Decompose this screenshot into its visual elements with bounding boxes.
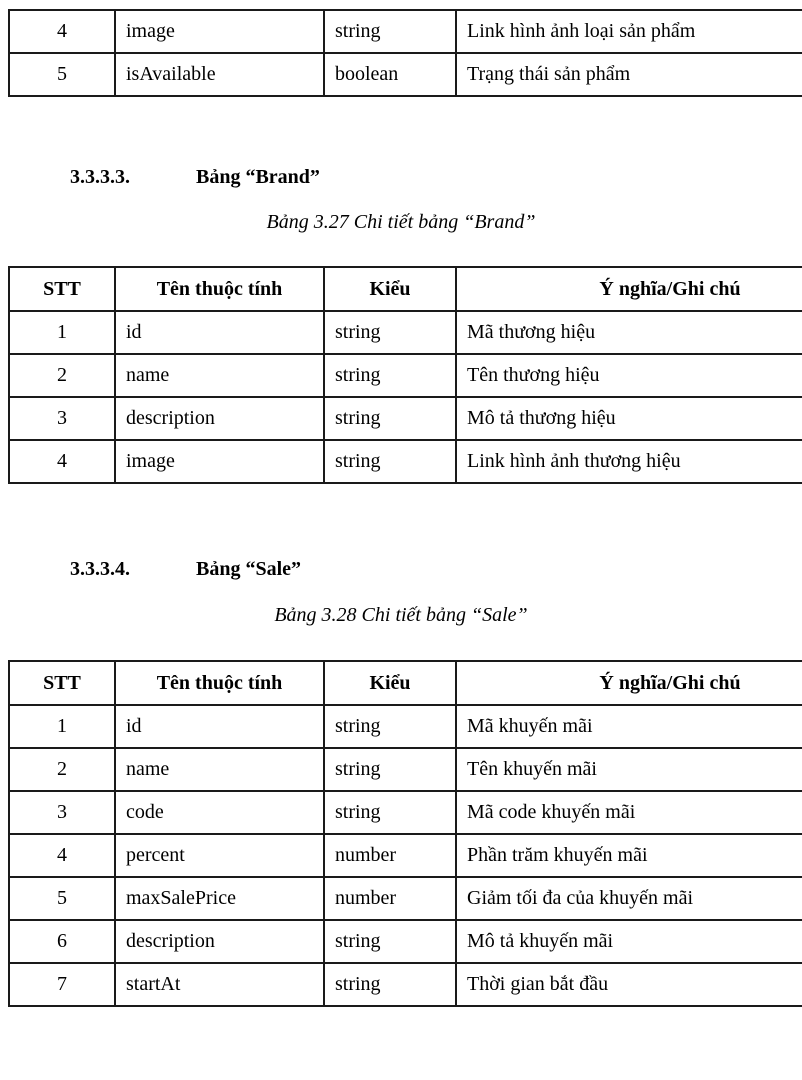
cell-attribute: description [115,920,324,963]
cell-attribute: id [115,311,324,354]
table-row [9,920,802,963]
cell-attribute: code [115,791,324,834]
cell-type: string [324,311,456,354]
column-header-type: Kiểu [324,267,456,311]
table-row [9,397,802,440]
cell-stt: 3 [9,397,115,440]
table-product-continuation [0,9,802,97]
cell-type: number [324,834,456,877]
cell-attribute: image [115,440,324,483]
cell-stt: 4 [9,10,115,53]
cell-description: Mã code khuyến mãi [456,791,802,834]
cell-type: string [324,705,456,748]
column-header-description: Ý nghĩa/Ghi chú [456,661,802,705]
cell-stt: 3 [9,791,115,834]
cell-description: Link hình ảnh loại sản phẩm [456,10,802,53]
column-header-type: Kiểu [324,661,456,705]
cell-attribute: percent [115,834,324,877]
cell-description: Phần trăm khuyến mãi [456,834,802,877]
cell-attribute: name [115,748,324,791]
section-title: Bảng “Brand” [196,166,320,188]
cell-stt: 1 [9,311,115,354]
cell-stt: 2 [9,748,115,791]
cell-stt: 4 [9,440,115,483]
table-row [9,748,802,791]
cell-type: string [324,10,456,53]
column-header-attribute: Tên thuộc tính [115,661,324,705]
cell-attribute: id [115,705,324,748]
cell-description: Giảm tối đa của khuyến mãi [456,877,802,920]
cell-description: Tên thương hiệu [456,354,802,397]
section-number: 3.3.3.4. [70,558,130,580]
table-sale [0,660,802,1007]
cell-type: string [324,397,456,440]
table-row [9,963,802,1006]
cell-type: string [324,354,456,397]
section-heading-brand [0,166,320,189]
table-caption-brand: Bảng 3.27 Chi tiết bảng “Brand” [266,211,536,233]
cell-type: string [324,791,456,834]
table-header-row [9,267,802,311]
cell-type: boolean [324,53,456,96]
table-row [9,354,802,397]
section-heading-sale [0,558,301,581]
cell-type: string [324,963,456,1006]
cell-stt: 2 [9,354,115,397]
cell-type: string [324,440,456,483]
cell-attribute: startAt [115,963,324,1006]
cell-stt: 5 [9,53,115,96]
table-row [9,10,802,53]
cell-type: string [324,920,456,963]
column-header-attribute: Tên thuộc tính [115,267,324,311]
attribute-table [8,266,802,484]
table-body [9,10,802,96]
attribute-table [8,9,802,97]
cell-description: Trạng thái sản phẩm [456,53,802,96]
table-body [9,311,802,483]
cell-stt: 7 [9,963,115,1006]
attribute-table [8,660,802,1007]
cell-attribute: name [115,354,324,397]
cell-description: Mã thương hiệu [456,311,802,354]
cell-description: Mô tả thương hiệu [456,397,802,440]
table-brand [0,266,802,484]
cell-stt: 4 [9,834,115,877]
table-header [9,267,802,311]
table-header-row [9,661,802,705]
column-header-stt: STT [9,267,115,311]
cell-stt: 5 [9,877,115,920]
table-row [9,791,802,834]
cell-attribute: maxSalePrice [115,877,324,920]
table-row [9,440,802,483]
cell-stt: 6 [9,920,115,963]
section-number: 3.3.3.3. [70,166,130,188]
cell-description: Tên khuyến mãi [456,748,802,791]
table-row [9,705,802,748]
section-title: Bảng “Sale” [196,558,302,580]
cell-attribute: description [115,397,324,440]
cell-attribute: isAvailable [115,53,324,96]
cell-description: Thời gian bắt đầu [456,963,802,1006]
cell-type: string [324,748,456,791]
cell-stt: 1 [9,705,115,748]
table-row [9,877,802,920]
table-row [9,53,802,96]
table-caption-sale: Bảng 3.28 Chi tiết bảng “Sale” [274,604,528,626]
cell-description: Mô tả khuyến mãi [456,920,802,963]
table-row [9,311,802,354]
cell-description: Mã khuyến mãi [456,705,802,748]
column-header-stt: STT [9,661,115,705]
cell-attribute: image [115,10,324,53]
table-row [9,834,802,877]
table-body [9,705,802,1006]
cell-description: Link hình ảnh thương hiệu [456,440,802,483]
table-header [9,661,802,705]
column-header-description: Ý nghĩa/Ghi chú [456,267,802,311]
cell-type: number [324,877,456,920]
